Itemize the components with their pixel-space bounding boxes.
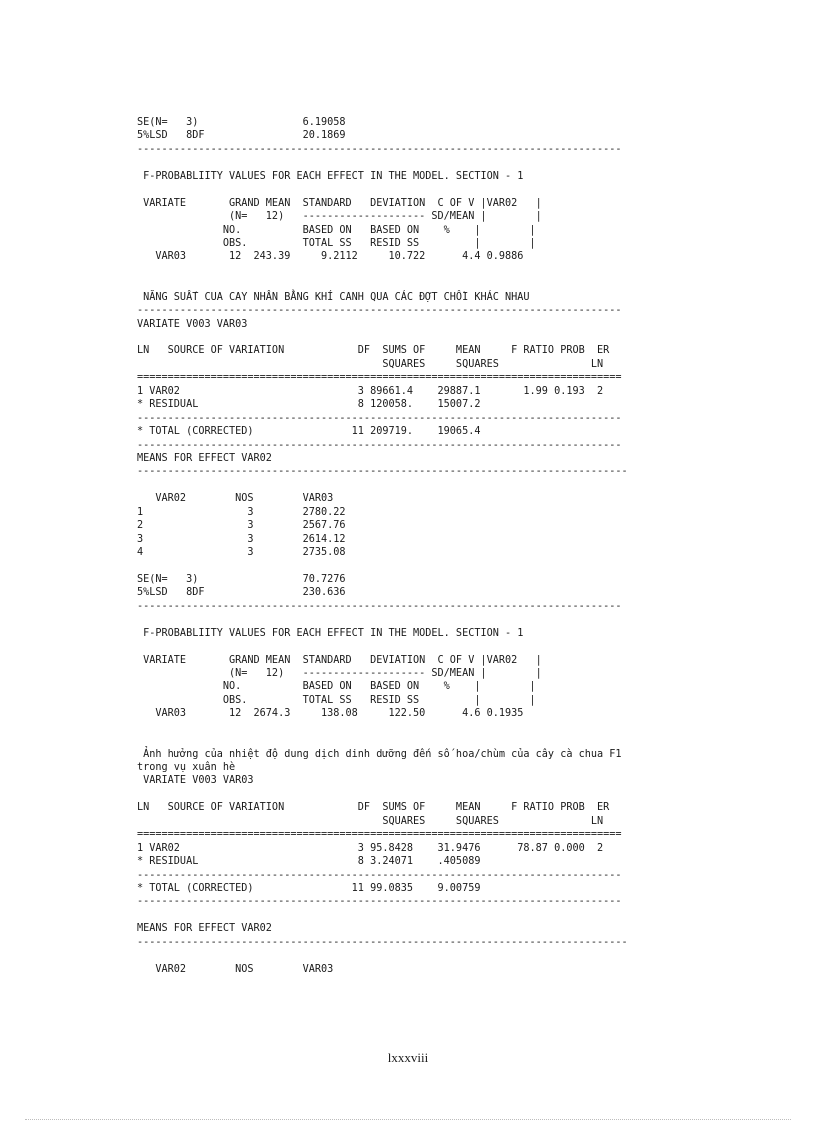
listing-line: 4 3 2735.08 bbox=[137, 547, 346, 558]
listing-line: OBS. TOTAL SS RESID SS | | bbox=[137, 694, 536, 706]
listing-line: LN SOURCE OF VARIATION DF SUMS OF MEAN F RATIO PROB ER bbox=[137, 345, 610, 357]
listing-line: 2 3 2567.76 bbox=[137, 520, 346, 532]
listing-line: ------------------------------------------------------------------------------- bbox=[137, 305, 622, 317]
listing-line: F-PROBABLIITY VALUES FOR EACH EFFECT IN THE MODEL. SECTION - 1 bbox=[137, 627, 524, 639]
listing-line: VAR03 12 2674.3 138.08 122.50 4.6 0.1935 bbox=[137, 708, 524, 720]
listing-line: 1 3 2780.22 bbox=[137, 506, 346, 518]
listing-line: ------------------------------------------------------------------------------- bbox=[137, 143, 622, 155]
listing-line: ------------------------------------------------------------------------------- bbox=[137, 412, 622, 424]
listing-line bbox=[137, 331, 628, 344]
listing-line: NĂNG SUẤT CUA CAY NHÂN BẰNG KHÍ CANH QUA CÁC ĐỢT CHỒI KHÁC NHAU bbox=[137, 291, 530, 303]
listing-line: VAR02 NOS VAR03 bbox=[137, 493, 334, 505]
listing-line: OBS. TOTAL SS RESID SS | | bbox=[137, 237, 536, 249]
listing-line bbox=[137, 479, 628, 492]
listing-line bbox=[137, 949, 628, 962]
listing-line bbox=[137, 156, 628, 169]
listing-line: * TOTAL (CORRECTED) 11 99.0835 9.00759 bbox=[137, 882, 481, 894]
page-number: lxxxviii bbox=[387, 1050, 429, 1065]
listing-line: * RESIDUAL 8 120058. 15007.2 bbox=[137, 399, 481, 411]
listing-line bbox=[137, 788, 628, 801]
listing-line: VARIATE GRAND MEAN STANDARD DEVIATION C OF V |VAR02 | bbox=[137, 197, 542, 209]
listing-line: =============================================================================== bbox=[137, 372, 622, 384]
listing-line: NO. BASED ON BASED ON % | | bbox=[137, 681, 536, 693]
listing-line: 1 VAR02 3 95.8428 31.9476 78.87 0.000 2 bbox=[137, 842, 604, 854]
listing-line: ------------------------------------------------------------------------------- bbox=[137, 869, 622, 881]
listing-line: MEANS FOR EFFECT VAR02 bbox=[137, 923, 272, 935]
statistical-output-listing bbox=[137, 116, 628, 976]
listing-line bbox=[137, 183, 628, 196]
listing-line: (N= 12) -------------------- SD/MEAN | | bbox=[137, 211, 542, 223]
listing-line: SQUARES SQUARES LN bbox=[137, 358, 604, 370]
listing-line: ------------------------------------------------------------------------------- bbox=[137, 896, 622, 908]
listing-line bbox=[137, 734, 628, 747]
listing-line: 1 VAR02 3 89661.4 29887.1 1.99 0.193 2 bbox=[137, 385, 604, 397]
listing-line: Ảnh hưởng của nhiệt độ dung dịch dinh dưỡng đến số hoa/chùm của cây cà chua F1 bbox=[137, 748, 622, 760]
listing-line: SQUARES SQUARES LN bbox=[137, 815, 604, 827]
listing-line bbox=[137, 721, 628, 734]
listing-line bbox=[137, 613, 628, 626]
listing-line: VAR03 12 243.39 9.2112 10.722 4.4 0.9886 bbox=[137, 251, 524, 263]
listing-line: trong vụ xuân hè bbox=[137, 762, 236, 773]
page-bottom-rule bbox=[25, 1119, 791, 1120]
listing-line: VAR02 NOS VAR03 bbox=[137, 963, 334, 975]
listing-line bbox=[137, 559, 628, 572]
listing-line bbox=[137, 277, 628, 290]
listing-line: ------------------------------------------------------------------------------- bbox=[137, 439, 622, 451]
listing-line: LN SOURCE OF VARIATION DF SUMS OF MEAN F RATIO PROB ER bbox=[137, 802, 610, 814]
listing-line: NO. BASED ON BASED ON % | | bbox=[137, 224, 536, 236]
listing-line: VARIATE V003 VAR03 bbox=[137, 775, 254, 787]
listing-line: * TOTAL (CORRECTED) 11 209719. 19065.4 bbox=[137, 426, 481, 438]
listing-line: 3 3 2614.12 bbox=[137, 533, 346, 545]
listing-line bbox=[137, 640, 628, 653]
listing-line: =============================================================================== bbox=[137, 829, 622, 841]
listing-line bbox=[137, 264, 628, 277]
listing-line bbox=[137, 909, 628, 922]
listing-line: MEANS FOR EFFECT VAR02 bbox=[137, 452, 272, 464]
listing-line: SE(N= 3) 6.19058 bbox=[137, 117, 346, 128]
listing-line: VARIATE V003 VAR03 bbox=[137, 318, 248, 330]
listing-line: ------------------------------------------------------------------------------- bbox=[137, 600, 622, 612]
listing-line: -------------------------------------------------------------------------------- bbox=[137, 936, 628, 948]
listing-line: 5%LSD 8DF 20.1869 bbox=[137, 130, 346, 142]
listing-line: (N= 12) -------------------- SD/MEAN | | bbox=[137, 667, 542, 679]
listing-line: VARIATE GRAND MEAN STANDARD DEVIATION C OF V |VAR02 | bbox=[137, 654, 542, 666]
listing-line: * RESIDUAL 8 3.24071 .405089 bbox=[137, 856, 481, 868]
listing-line: -------------------------------------------------------------------------------- bbox=[137, 466, 628, 478]
listing-line: 5%LSD 8DF 230.636 bbox=[137, 587, 346, 599]
listing-line: SE(N= 3) 70.7276 bbox=[137, 573, 346, 585]
listing-line: F-PROBABLIITY VALUES FOR EACH EFFECT IN THE MODEL. SECTION - 1 bbox=[137, 170, 524, 182]
